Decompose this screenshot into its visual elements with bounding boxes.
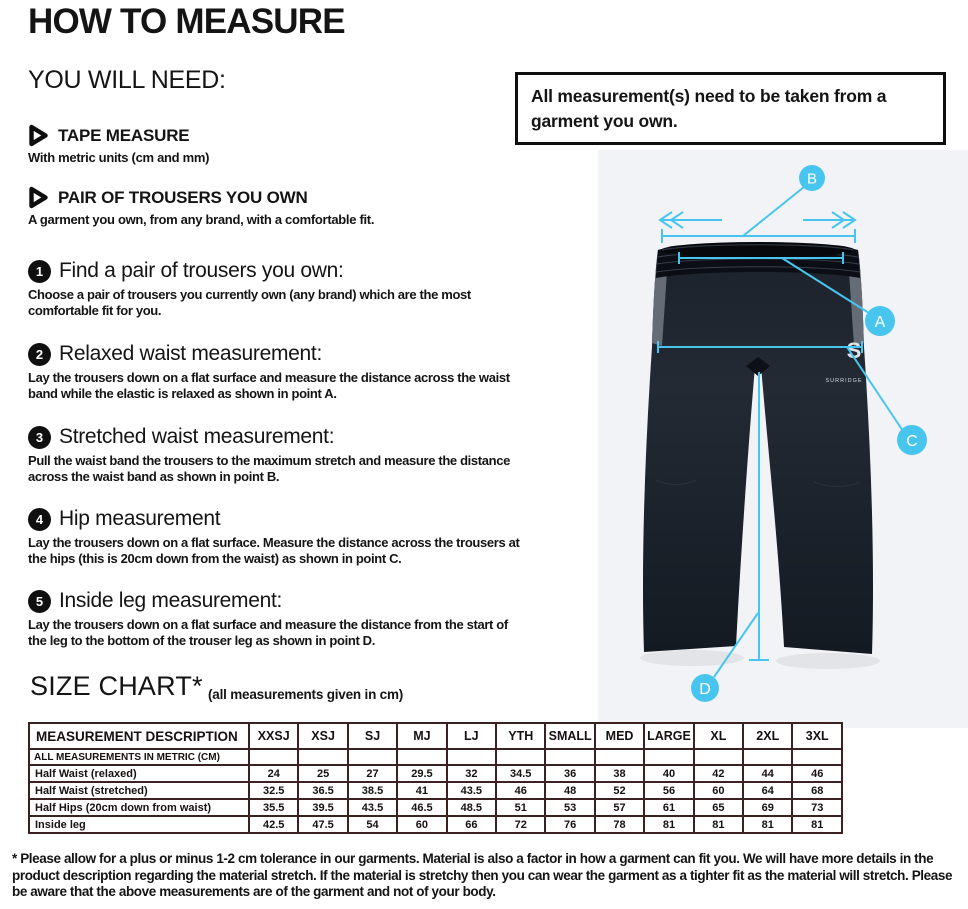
step-title: Relaxed waist measurement: (59, 342, 322, 365)
measurement-value: 24 (249, 765, 298, 782)
size-col-header: SJ (348, 723, 397, 749)
step-number-badge: 3 (28, 426, 51, 449)
measurement-value: 57 (595, 799, 644, 816)
measurement-value: 53 (545, 799, 594, 816)
size-col-header: 3XL (792, 723, 842, 749)
measurement-value: 41 (397, 782, 446, 799)
size-col-header: LARGE (644, 723, 693, 749)
hem-shadow-left (640, 650, 744, 666)
measurement-value: 46.5 (397, 799, 446, 816)
measurement-value: 76 (545, 816, 594, 833)
measurement-value: 32 (447, 765, 496, 782)
empty-cell (447, 749, 496, 765)
empty-cell (496, 749, 545, 765)
size-col-header: SMALL (545, 723, 594, 749)
svg-text:SURRIDGE: SURRIDGE (825, 378, 863, 384)
measurement-value: 81 (792, 816, 842, 833)
measurement-label: Half Hips (20cm down from waist) (29, 799, 249, 816)
measurement-value: 42.5 (249, 816, 298, 833)
measurement-value: 65 (694, 799, 743, 816)
measurement-value: 78 (595, 816, 644, 833)
step-description: Lay the trousers down on a flat surface and measure the distance from the start of the leg to the bottom of the trouser leg as shown in point D. (28, 617, 508, 648)
need-item-tape-measure (28, 124, 548, 165)
table-row (29, 816, 842, 833)
measurement-value: 61 (644, 799, 693, 816)
step-description: Lay the trousers down on a flat surface and measure the distance across the waist band while the elastic is relaxed as shown in point A. (28, 370, 510, 401)
measurement-label: Inside leg (29, 816, 249, 833)
table-header-row (29, 723, 842, 749)
size-col-header: 2XL (743, 723, 792, 749)
measurement-value: 60 (694, 782, 743, 799)
metric-note-cell: ALL MEASUREMENTS IN METRIC (CM) (29, 749, 249, 765)
measurement-value: 42 (694, 765, 743, 782)
empty-cell (397, 749, 446, 765)
measurement-value: 46 (496, 782, 545, 799)
need-label: TAPE MEASURE (58, 125, 190, 145)
empty-cell (249, 749, 298, 765)
measurement-value: 29.5 (397, 765, 446, 782)
empty-cell (644, 749, 693, 765)
step-title: Inside leg measurement: (59, 589, 283, 612)
measurement-value: 68 (792, 782, 842, 799)
empty-cell (595, 749, 644, 765)
notice-text: All measurement(s) need to be taken from a garment you own. (531, 86, 887, 131)
measurement-value: 66 (447, 816, 496, 833)
play-triangle-icon (28, 186, 49, 209)
size-col-header: MJ (397, 723, 446, 749)
svg-text:D: D (699, 681, 711, 698)
measurement-value: 56 (644, 782, 693, 799)
marker-c-badge (897, 425, 927, 455)
need-item-trousers (28, 186, 548, 227)
need-description: A garment you own, from any brand, with a comfortable fit. (28, 212, 375, 227)
measurement-value: 32.5 (249, 782, 298, 799)
measurement-value: 25 (298, 765, 347, 782)
measurement-value: 40 (644, 765, 693, 782)
step-item-3 (28, 425, 553, 484)
svg-text:A: A (874, 314, 886, 331)
measurement-value: 44 (743, 765, 792, 782)
step-number-badge: 2 (28, 343, 51, 366)
empty-cell (298, 749, 347, 765)
table-row (29, 765, 842, 782)
step-title: Hip measurement (59, 507, 221, 530)
size-col-header: XSJ (298, 723, 347, 749)
need-label: PAIR OF TROUSERS YOU OWN (58, 187, 308, 207)
measure-line-b (662, 187, 855, 243)
step-number-badge: 5 (28, 590, 51, 613)
measurement-value: 54 (348, 816, 397, 833)
svg-text:B: B (806, 170, 818, 188)
measurement-value: 47.5 (298, 816, 347, 833)
empty-cell (545, 749, 594, 765)
empty-cell (694, 749, 743, 765)
step-title: Find a pair of trousers you own: (59, 259, 344, 282)
table-row (29, 799, 842, 816)
measurement-value: 72 (496, 816, 545, 833)
measurement-value: 34.5 (496, 765, 545, 782)
step-item-4 (28, 507, 553, 566)
step-title: Stretched waist measurement: (59, 425, 335, 448)
measurement-value: 64 (743, 782, 792, 799)
trousers-diagram (598, 150, 968, 728)
measurement-value: 38 (595, 765, 644, 782)
measurement-value: 35.5 (249, 799, 298, 816)
size-col-header: XL (694, 723, 743, 749)
measurement-value: 48.5 (447, 799, 496, 816)
step-description: Lay the trousers down on a flat surface. Measure the distance across the trousers at the hips (this is 20cm down from the waist) as shown in point C. (28, 535, 520, 566)
step-description: Pull the waist band the trousers to the maximum stretch and measure the distance across the waist band as shown in point B. (28, 453, 511, 484)
step-item-2 (28, 342, 553, 401)
size-chart-note: (all measurements given in cm) (208, 687, 404, 702)
empty-cell (348, 749, 397, 765)
notice-box (515, 72, 946, 145)
measurement-value: 48 (545, 782, 594, 799)
table-row (29, 782, 842, 799)
measurement-value: 81 (694, 816, 743, 833)
measurement-value: 36.5 (298, 782, 347, 799)
size-col-header: LJ (447, 723, 496, 749)
size-chart-table (28, 722, 843, 834)
you-will-need-heading: YOU WILL NEED: (28, 66, 226, 94)
measurement-label: Half Waist (relaxed) (29, 765, 249, 782)
measurement-label: Half Waist (stretched) (29, 782, 249, 799)
marker-d-badge (691, 674, 719, 702)
measurement-value: 73 (792, 799, 842, 816)
table-subheader-row (29, 749, 842, 765)
stretch-arrow-left-icon (660, 212, 722, 228)
footnote: * Please allow for a plus or minus 1-2 cm tolerance in our garments. Material is also a factor in how a garment can fit you. We will have more details in the product description regarding the material stretch. If the material is stretchy then you can wear the garment as a tighter fit as the material will stretch. Please be aware that the above measurements are of the garment and not of your body. (12, 851, 953, 899)
size-col-header: XXSJ (249, 723, 298, 749)
size-col-header: MED (595, 723, 644, 749)
empty-cell (743, 749, 792, 765)
stretch-arrow-right-icon (803, 212, 855, 228)
size-chart-heading: SIZE CHART* (30, 671, 203, 701)
measurement-value: 81 (743, 816, 792, 833)
step-item-5 (28, 589, 553, 648)
step-number-badge: 4 (28, 508, 51, 531)
hem-shadow-right (776, 653, 880, 669)
empty-cell (792, 749, 842, 765)
step-description: Choose a pair of trousers you currently own (any brand) which are the most comfortable fit for you. (28, 287, 471, 318)
measurement-value: 81 (644, 816, 693, 833)
step-number-badge: 1 (28, 260, 51, 283)
marker-a-badge (865, 306, 895, 336)
measurement-value: 51 (496, 799, 545, 816)
measurement-value: 43.5 (447, 782, 496, 799)
measurement-description-header: MEASUREMENT DESCRIPTION (29, 723, 249, 749)
page-title: HOW TO MEASURE (28, 2, 345, 41)
measurement-value: 27 (348, 765, 397, 782)
measurement-value: 60 (397, 816, 446, 833)
trousers-graphic (598, 150, 968, 728)
svg-text:S: S (846, 338, 862, 363)
marker-b-badge (799, 165, 825, 191)
need-description: With metric units (cm and mm) (28, 150, 210, 165)
size-col-header: YTH (496, 723, 545, 749)
measurement-value: 39.5 (298, 799, 347, 816)
step-item-1 (28, 259, 553, 318)
measurement-value: 38.5 (348, 782, 397, 799)
measurement-value: 46 (792, 765, 842, 782)
measurement-value: 52 (595, 782, 644, 799)
svg-text:C: C (906, 433, 918, 450)
measurement-value: 36 (545, 765, 594, 782)
measurement-value: 43.5 (348, 799, 397, 816)
measurement-value: 69 (743, 799, 792, 816)
play-triangle-icon (28, 124, 49, 147)
